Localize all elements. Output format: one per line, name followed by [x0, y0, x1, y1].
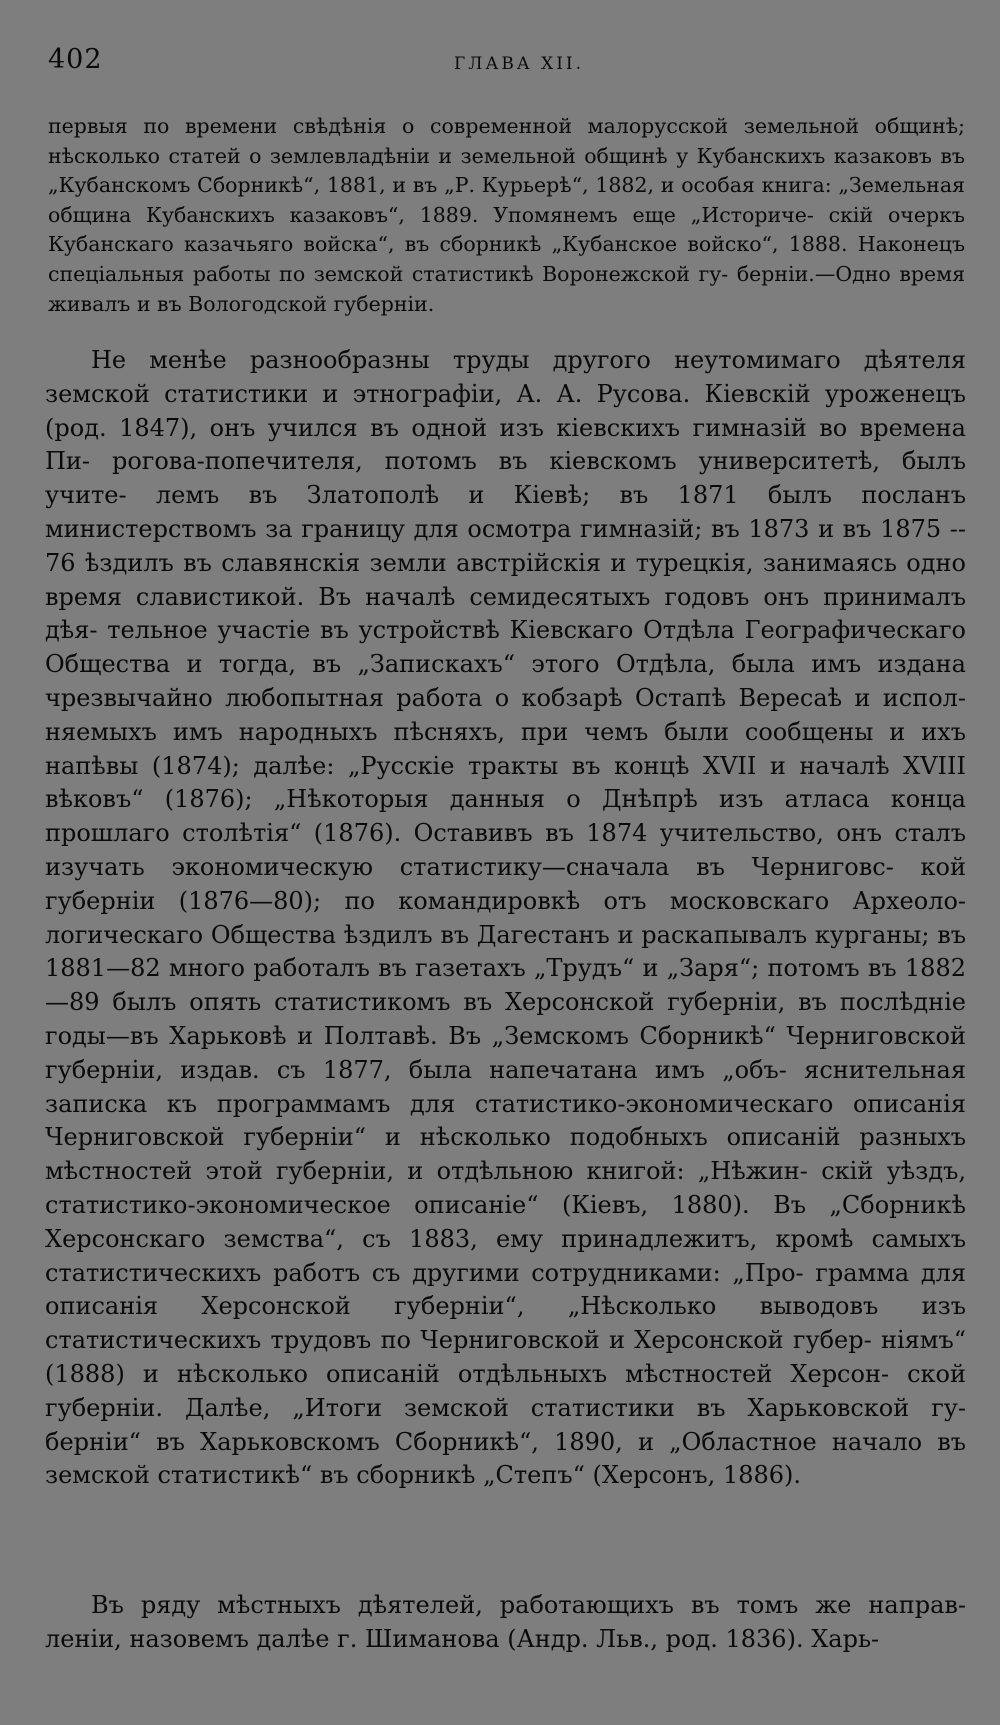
footnote-line: нѣсколько статей о землевладѣніи и земельной общинѣ у Кубанскихъ казаковъ — [48, 143, 932, 168]
paragraph-rusov — [45, 344, 966, 1493]
text-line: кой губерніи (1876—80); по командировкѣ отъ московскаго Археоло- — [45, 852, 966, 915]
footnote-line: „Земельная община Кубанскихъ казаковъ“, 1889. Упомянемъ еще „Историче- — [48, 173, 965, 227]
text-line: статистики и этнографіи, А. А. Русова. Кіевскій уроженецъ (род. — [45, 379, 966, 442]
text-line: чрезвычайно любопытная работа о кобзарѣ Остапѣ Вересаѣ и испол- — [45, 683, 966, 712]
text-line: Общества и тогда, въ „Запискахъ“ этого Отдѣла, была имъ издана — [45, 650, 966, 679]
text-line: славистикой. Въ началѣ семидесятыхъ годовъ онъ принималъ дѣя- — [45, 582, 966, 645]
text-line: ской губерніи. Далѣе, „Итоги земской статистики въ Харьковской гу- — [45, 1359, 966, 1422]
text-line: логическаго Общества ѣздилъ въ Дагестанъ и раскапывалъ курганы; — [45, 920, 930, 949]
footnote-line: 1888. Наконецъ спеціальныя работы по земской статистикѣ Воронежской гу- — [48, 232, 965, 286]
text-line: рогова-попечителя, потомъ въ кіевскомъ университетѣ, былъ учите- — [45, 447, 966, 510]
text-line: изъ статистическихъ трудовъ по Черниговской и Херсонской губер- — [45, 1292, 966, 1355]
running-header — [48, 44, 960, 84]
footnote-line: въ „Кубанскомъ Сборникѣ“, 1881, и въ „Р. Курьерѣ“, 1882, и особая книга: — [48, 143, 965, 198]
text-line: за границу для осмотра гимназій; въ 1873 и въ 1875 -- 76 ѣздилъ — [45, 514, 966, 577]
text-line: Черниговской губерніи, издав. съ 1877, была напечатана имъ „объ- — [45, 1021, 966, 1084]
text-line: яснительная записка къ программамъ для статистико-экономическаго — [45, 1055, 966, 1118]
text-line: въ 1882—89 былъ опять статистикомъ въ Херсонской губерніи, въ — [45, 954, 966, 1017]
footnote-line: первыя по времени свѣдѣнія о современной малорусской земельной общинѣ; — [48, 114, 965, 138]
text-line: XVIII вѣковъ“ (1876); „Нѣкоторыя данныя о Днѣпрѣ изъ атласа — [45, 751, 966, 814]
text-line: земской статистикѣ“ въ сборникѣ „Степъ“ (Херсонъ, 1886). — [45, 1461, 802, 1490]
footnote-line: скій очеркъ Кубанскаго казачьяго войска“, въ сборникѣ „Кубанское войско“, — [48, 202, 965, 257]
text-line: берніи“ въ Харьковскомъ Сборникѣ“, 1890, и „Областное начало въ — [45, 1427, 966, 1456]
text-line: 1847), онъ учился въ одной изъ кіевскихъ гимназій во времена Пи- — [45, 413, 966, 476]
text-line: леніи, назовемъ далѣе г. Шиманова (Андр. Льв., род. 1836). Харь- — [45, 1624, 880, 1653]
text-line: скій уѣздъ, статистико-экономическое описаніе“ (Кіевъ, 1880). Въ — [45, 1157, 966, 1219]
page-number: 402 — [48, 44, 103, 75]
text-line: послѣдніе годы—въ Харьковѣ и Полтавѣ. Въ „Земскомъ Сборникѣ“ — [45, 988, 966, 1050]
paragraph-shimanov — [45, 1589, 966, 1657]
footnote — [48, 112, 965, 319]
text-line: разныхъ мѣстностей этой губерніи, и отдѣльною книгой: „Нѣжин- — [45, 1123, 966, 1186]
text-line: конца прошлаго столѣтія“ (1876). Оставивъ въ 1874 учительство, — [45, 785, 966, 848]
text-line: „Сборникѣ Херсонскаго земства“, съ 1883, ему принадлежитъ, кромѣ — [45, 1190, 966, 1253]
text-line: въ славянскія земли австрійскія и турецкія, занимаясь одно время — [45, 548, 966, 611]
footnote-line: берніи.—Одно время живалъ и въ Вологодской губерніи. — [48, 261, 965, 316]
text-line: няемыхъ имъ народныхъ пѣсняхъ, при чемъ были сообщены и ихъ — [45, 717, 966, 746]
text-line: онъ сталъ изучать экономическую статистику—сначала въ Черниговс- — [45, 819, 966, 881]
text-line: Въ ряду мѣстныхъ дѣятелей, работающихъ въ томъ же направ- — [91, 1591, 966, 1619]
text-line: Не менѣе разнообразны труды другого неутомимаго дѣятеля земской — [45, 346, 966, 408]
text-line: самыхъ статистическихъ работъ съ другими сотрудниками: „Про- — [45, 1224, 966, 1287]
text-line: ніямъ“ (1888) и нѣсколько описаній отдѣльныхъ мѣстностей Херсон- — [45, 1326, 966, 1388]
text-line: лемъ въ Златополѣ и Кіевѣ; въ 1871 былъ посланъ министерствомъ — [45, 481, 967, 543]
text-line: описанія Черниговской губерніи“ и нѣсколько подобныхъ описаній — [45, 1089, 966, 1152]
text-line: тельное участіе въ устройствѣ Кіевскаго Отдѣла Географическаго — [107, 616, 966, 645]
chapter-title: ГЛАВА XII. — [454, 54, 585, 74]
text-line: въ 1881—82 много работалъ въ газетахъ „Трудъ“ и „Заря“; потомъ — [45, 920, 966, 983]
text-line: грамма для описанія Херсонской губерніи“, „Нѣсколько выводовъ — [45, 1258, 966, 1321]
text-line: напѣвы (1874); далѣе: „Русскіе тракты въ концѣ XVII и началѣ — [45, 751, 890, 780]
